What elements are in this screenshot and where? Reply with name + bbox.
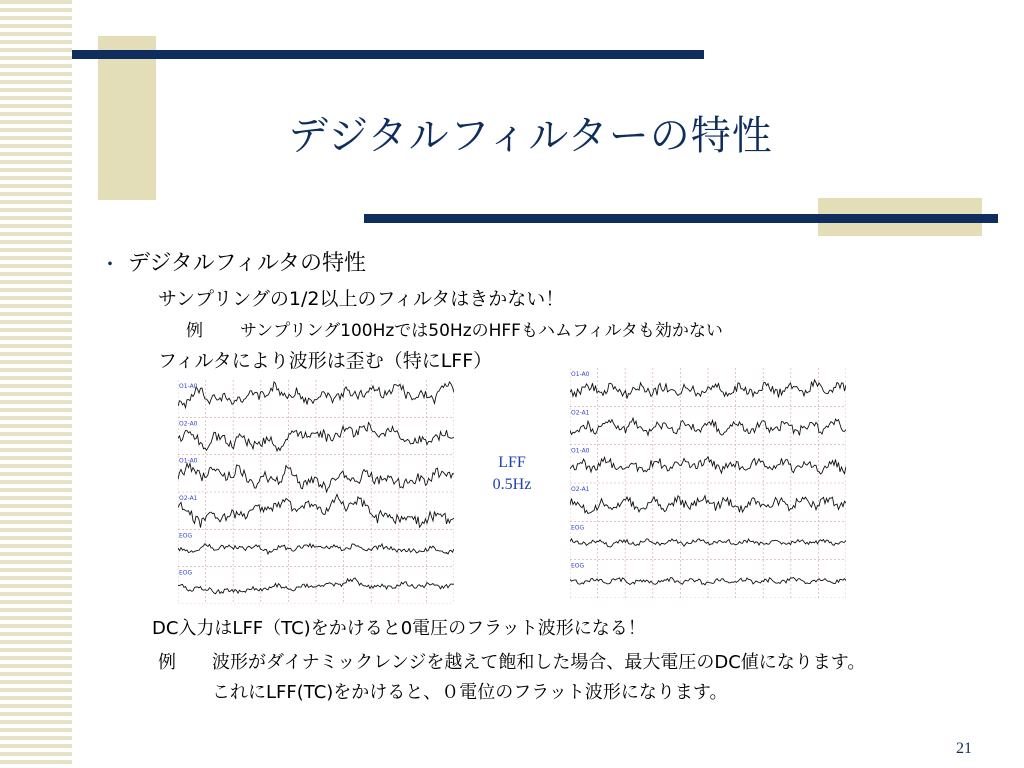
example-flat-wave: これにLFF(TC)をかけると、０電位のフラット波形になります。 [212, 682, 728, 703]
heading-text: デジタルフィルタの特性 [128, 251, 367, 276]
eeg-trace [178, 463, 454, 492]
channel-label: O1-A0 [179, 383, 198, 390]
dc-note: DC入力はLFF（TC)をかけると0電圧のフラット波形になる！ [152, 618, 646, 639]
channel-label: O2-A1 [571, 409, 590, 417]
example-marker-1: 例 [186, 321, 203, 341]
eeg-image-after [570, 368, 846, 598]
filter-label-type: LFF [498, 454, 526, 471]
point-sampling: サンプリングの1/2以上のフィルタはきかない！ [158, 288, 565, 310]
channel-label: O2-A0 [179, 420, 198, 428]
example-sampling: サンプリング100Hzでは50HzのHFFもハムフィルタも効かない [240, 321, 723, 341]
eeg-image-before [178, 380, 454, 604]
tan-block-top [98, 36, 156, 200]
channel-label: O1-A0 [179, 457, 198, 465]
eeg-trace [178, 494, 454, 527]
filter-label [474, 452, 550, 496]
bullet-glyph: ・ [100, 252, 120, 276]
page-number: 21 [956, 740, 972, 757]
navy-bar-right [364, 214, 998, 223]
channel-label: EOG [571, 562, 585, 570]
channel-label: O2-A1 [571, 486, 590, 493]
navy-bar-top [72, 50, 704, 59]
filter-label-freq: 0.5Hz [492, 476, 532, 493]
channel-label: O1-A0 [571, 371, 590, 378]
channel-label: EOG [179, 532, 193, 540]
point-distortion: フィルタにより波形は歪む（特にLFF） [158, 350, 493, 372]
channel-label: EOG [571, 524, 585, 532]
channel-label: O2-A1 [179, 495, 198, 502]
slide-title: デジタルフィルターの特性 [288, 113, 773, 159]
example-saturation: 波形がダイナミックレンジを越えて飽和した場合、最大電圧のDC値になります。 [212, 652, 866, 673]
channel-label: EOG [179, 569, 193, 577]
left-stripe-pattern [0, 0, 72, 768]
channel-label: O1-A0 [571, 447, 590, 455]
example-marker-2: 例 [158, 652, 176, 673]
